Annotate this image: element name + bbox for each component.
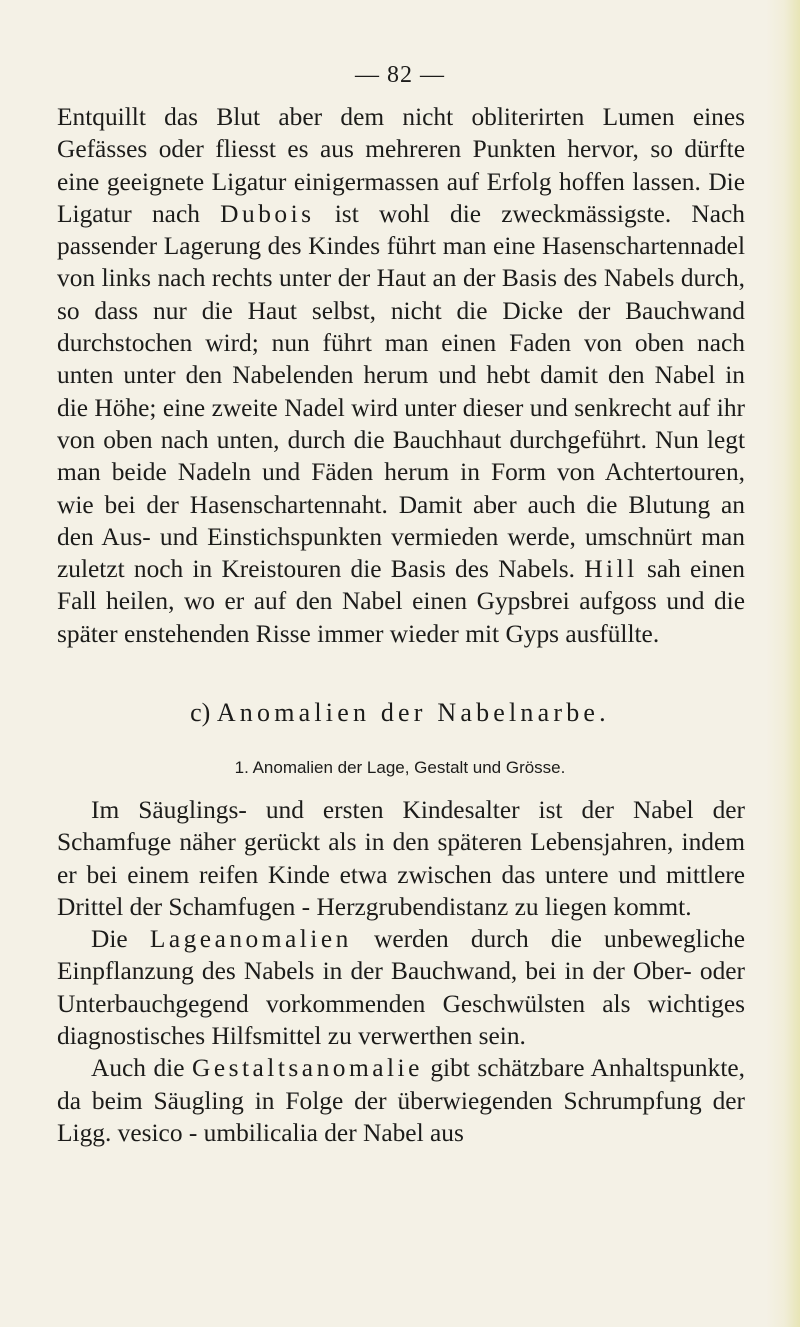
author-name-dubois: Dubois	[220, 199, 315, 228]
text-run: Entquillt das Blut aber dem nicht obliterirten Lumen eines Gefässes oder fliesst es aus mehreren Punkten hervor, so dürfte eine geeignete Ligatur einigermassen auf Erfolg hoffen lassen. Die Ligatur nach	[57, 103, 745, 228]
text-run: ist wohl die zweckmässigste. Nach passender Lagerung des Kindes führt man eine Hasenschartennadel von links nach rechts unter der Haut an der Basis des Nabels durch, so dass nur die Haut selbst, nicht die Dicke der Bauchwand durchstochen wird; nun führt man einen Faden von oben nach unten unter den Nabelenden herum und hebt damit den Nabel in die Höhe; eine zweite Nadel wird unter dieser und senkrecht auf ihr von oben nach unten, durch die Bauchhaut durchgeführt. Nun legt man beide Nadeln und Fäden herum in Form von Achtertouren, wie bei der Hasenschartennaht. Damit aber auch die Blutung an den Aus- und Einstichspunkten vermieden werde, umschnürt man zuletzt noch in Kreistouren die Basis des Nabels.	[57, 199, 746, 584]
sub-heading: 1. Anomalien der Lage, Gestalt und Grösse.	[234, 758, 566, 777]
section-heading-prefix: c)	[190, 698, 217, 727]
paragraph-text	[57, 101, 745, 650]
text-run: werden durch die unbewegliche Einpflanzung des Nabels in der Bauchwand, bei in der Ober- oder Unterbauchgegend vorkommenden Geschwülsten als wichtiges diagnostisches Hilfsmittel zu verwerthen sein.	[57, 925, 745, 1051]
page-number: — 82 —	[355, 62, 445, 88]
paragraph-ligature	[57, 101, 745, 650]
term-lageanomalien: Lageanomalien	[149, 925, 352, 954]
section-heading	[0, 697, 800, 729]
text-run: gibt schätzbare Anhaltspunkte, da beim Säugling in Folge der überwiegenden Schrumpfung der Ligg. vesico - umbilicalia der Nabel aus	[57, 1054, 745, 1147]
page-edge-shadow	[766, 0, 800, 1327]
text-run: sah einen Fall heilen, wo er auf den Nabel einen Gypsbrei aufgoss und die später enstehenden Risse immer wieder mit Gyps ausfüllte.	[57, 555, 746, 648]
paragraph-gestaltsanomalie	[57, 1052, 745, 1149]
term-gestaltsanomalie: Gestaltsanomalie	[192, 1054, 423, 1083]
text-run: Auch die	[91, 1054, 192, 1083]
section-heading-title: Anomalien der Nabelnarbe.	[216, 698, 610, 727]
author-name-hill: Hill	[584, 555, 638, 584]
paragraph-lageanomalien	[57, 923, 745, 1052]
body-text-anomalies	[57, 794, 745, 1149]
paragraph-position: Im Säuglings- und ersten Kindesalter ist der Nabel der Schamfuge näher gerückt als in den späteren Lebensjahren, indem er bei einem reifen Kinde etwa zwischen das untere und mittlere Drittel der Schamfugen - Herzgrubendistanz zu liegen kommt.	[57, 796, 745, 921]
text-run: Die	[91, 925, 150, 954]
